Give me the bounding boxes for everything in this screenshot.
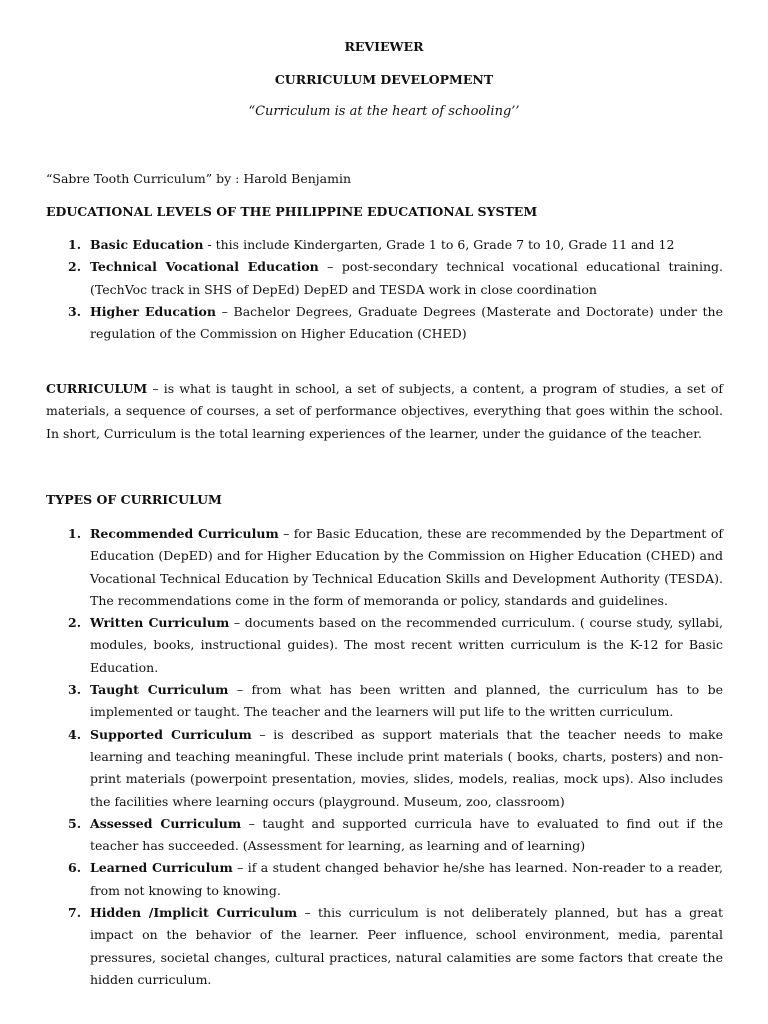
types-heading: TYPES OF CURRICULUM: [46, 492, 222, 507]
list-item-text: – taught and supported curricula have to evaluated to find out if the teacher has succeeded. (Assessment for learning, as learning and of learning): [90, 815, 723, 854]
list-item-number: 1.: [68, 526, 82, 541]
list-item-term: Higher Education: [90, 303, 216, 319]
list-item-term: Written Curriculum: [90, 615, 230, 631]
list-item-text: – this curriculum is not deliberately planned, but has a great impact on the behavior of the learner. Peer influence, school environment, media, parental pressures, societal changes, cultural practices, natural calamities are some factors that create the hidden curriculum.: [90, 905, 723, 987]
list-item-number: 6.: [68, 860, 82, 876]
curriculum-definition-text: – is what is taught in school, a set of subjects, a content, a program of studies, a set of materials, a sequence of courses, a set of performance objectives, everything that goes within the school. In short, Curriculum is the total learning experiences of the learner, under the guidance of the teacher.: [46, 381, 723, 441]
list-item: [46, 679, 723, 724]
list-item-text: – if a student changed behavior he/she has learned. Non-reader to a reader, from not knowing to knowing.: [90, 860, 723, 898]
curriculum-term: CURRICULUM: [46, 381, 148, 396]
list-item-text: – is described as support materials that the teacher needs to make learning and teaching meaningful. These include print materials ( books, charts, posters) and non-print materials (powerpoint presentation, movies, slides, models, realias, mock ups). Also includes the facilities where learning occurs (playground. Museum, zoo, classroom): [90, 726, 723, 809]
list-item-term: Supported Curriculum: [90, 726, 252, 742]
epigraph-quote: “Curriculum is at the heart of schooling’’: [248, 104, 520, 119]
document-subtitle: CURRICULUM DEVELOPMENT: [274, 72, 494, 87]
list-item-number: 5.: [68, 815, 82, 831]
list-item-term: Assessed Curriculum: [90, 815, 242, 831]
list-item-text: – post-secondary technical vocational educational training. (TechVoc track in SHS of DepEd) DepED and TESDA work in close coordination: [90, 259, 723, 297]
list-item-number: 4.: [68, 726, 82, 742]
list-item-text: – for Basic Education, these are recommended by the Department of Education (DepED) and for Higher Education by the Commission on Higher Education (CHED) and Vocational Technical Education by Technical Education Skills and Development Authority (TESDA). The recommendations come in the form of memoranda or policy, standards and guidelines.: [90, 526, 723, 608]
document-title: REVIEWER: [344, 39, 424, 54]
list-item-text: – documents based on the recommended curriculum. ( course study, syllabi, modules, books, instructional guides). The most recent written curriculum is the K-12 for Basic Education.: [90, 615, 723, 675]
levels-heading: EDUCATIONAL LEVELS OF THE PHILIPPINE EDUCATIONAL SYSTEM: [46, 204, 538, 219]
attribution-line: “Sabre Tooth Curriculum” by : Harold Benjamin: [46, 171, 352, 186]
list-item-number: 3.: [68, 303, 82, 319]
list-item: [46, 234, 723, 256]
list-item-term: Learned Curriculum: [90, 860, 233, 876]
list-item-number: 7.: [68, 905, 82, 921]
curriculum-definition: [46, 378, 723, 445]
list-item: [46, 256, 723, 301]
list-item-text: – from what has been written and planned, the curriculum has to be implemented or taught. The teacher and the learners will put life to the written curriculum.: [90, 682, 724, 720]
list-item-number: 2.: [68, 259, 82, 275]
list-item-number: 1.: [68, 237, 82, 252]
list-item: [46, 523, 723, 612]
list-item: [46, 813, 723, 858]
list-item-term: Hidden /Implicit Curriculum: [90, 905, 298, 921]
list-item: [46, 724, 723, 813]
list-item-term: Basic Education: [90, 237, 204, 252]
list-item: [46, 301, 723, 346]
list-item-term: Technical Vocational Education: [90, 259, 319, 275]
list-item-number: 3.: [68, 682, 82, 698]
list-item-text: – Bachelor Degrees, Graduate Degrees (Masterate and Doctorate) under the regulation of the Commission on Higher Education (CHED): [90, 303, 723, 342]
levels-list: [46, 234, 723, 345]
list-item-text: - this include Kindergarten, Grade 1 to 6, Grade 7 to 10, Grade 11 and 12: [203, 237, 675, 252]
list-item-term: Taught Curriculum: [90, 682, 229, 698]
list-item: [46, 902, 723, 991]
list-item-number: 2.: [68, 615, 82, 631]
list-item-term: Recommended Curriculum: [90, 526, 279, 541]
list-item: [46, 857, 723, 902]
list-item: [46, 612, 723, 679]
types-list: [46, 523, 723, 991]
